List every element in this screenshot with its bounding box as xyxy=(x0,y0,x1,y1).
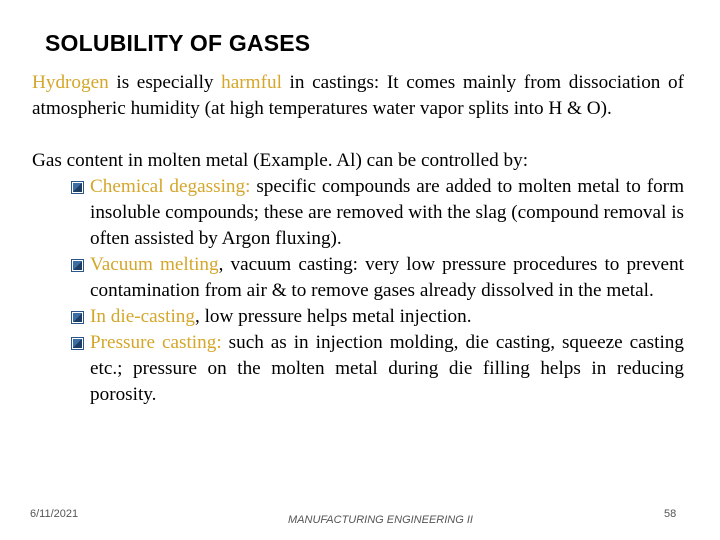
spacer xyxy=(32,122,684,148)
slide-body xyxy=(32,70,684,408)
square-bullet-icon xyxy=(72,338,83,349)
list-item xyxy=(32,174,684,252)
intro-paragraph xyxy=(32,70,684,122)
bullet-highlight: Pressure casting: xyxy=(90,332,222,353)
square-bullet-icon xyxy=(72,312,83,323)
gas-content-heading: Gas content in molten metal (Example. Al) can be controlled by: xyxy=(32,150,529,171)
square-bullet-icon xyxy=(72,182,83,193)
harmful-term: harmful xyxy=(221,72,282,93)
bullet-text: such as in injection molding, die casting, squeeze casting etc.; pressure on the molten metal during die filling helps in reducing porosity. xyxy=(90,332,684,405)
list-item xyxy=(32,252,684,304)
list-item xyxy=(32,330,684,408)
intro-text-2: in castings: It comes mainly from dissociation of atmospheric humidity (at high temperatures water vapor splits into H & O). xyxy=(32,72,685,119)
list-item xyxy=(32,304,684,330)
bullet-text: specific compounds are added to molten metal to form insoluble compounds; these are removed with the slag (compound removal is often assisted by Argon fluxing). xyxy=(90,176,684,249)
square-bullet-icon xyxy=(72,260,83,271)
control-methods-list xyxy=(32,174,684,408)
footer-course-title: MANUFACTURING ENGINEERING II xyxy=(288,514,473,526)
footer-date: 6/11/2021 xyxy=(30,508,79,520)
bullet-text: , low pressure helps metal injection. xyxy=(194,306,472,327)
slide-title: SOLUBILITY OF GASES xyxy=(45,30,311,56)
bullet-highlight: Chemical degassing: xyxy=(90,176,251,197)
hydrogen-term: Hydrogen xyxy=(32,72,109,93)
bullet-highlight: Vacuum melting xyxy=(90,254,219,275)
page-number: 58 xyxy=(664,508,677,520)
intro-text-1: is especially xyxy=(108,72,222,93)
bullet-highlight: In die-casting xyxy=(90,306,195,327)
bullet-text: , vacuum casting: very low pressure procedures to prevent contamination from air & to remove gases already dissolved in the metal. xyxy=(90,254,684,301)
